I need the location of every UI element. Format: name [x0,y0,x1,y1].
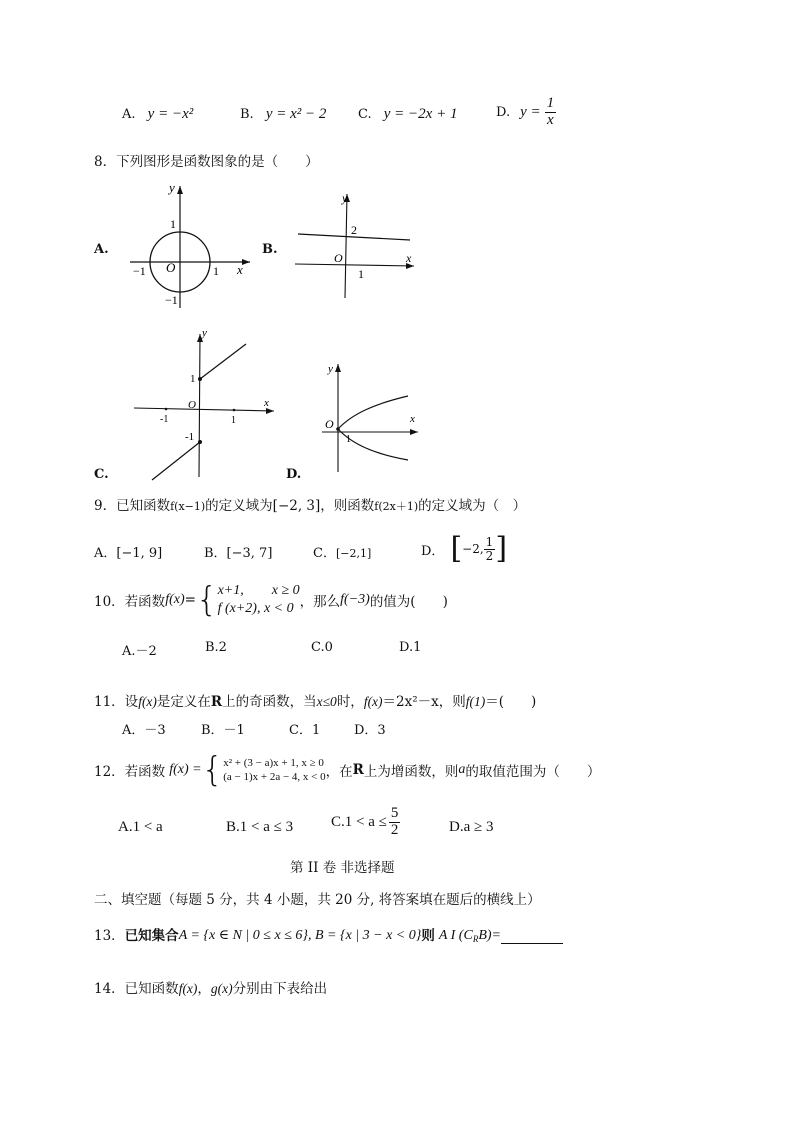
q13-sets: A = {x ∈ N | 0 ≤ x ≤ 6}, B = {x | 3 − x < 0} [178,928,422,943]
q11-stem [94,690,536,710]
graph-a-tick-neg1-left: −1 [133,264,146,278]
part2-heading: 二、填空题（每题 5 分，共 4 小题，共 20 分, 将答案填在题后的横线上） [94,892,541,908]
q11-stem-c: 上的奇函数，当 [222,694,317,710]
q7-option-d-lhs: y = [520,103,541,120]
q7-option-c-label: C. [358,107,372,122]
q14-f: f(x) [178,981,198,996]
q8-graph-c [130,322,280,484]
q13-stem [94,924,563,944]
q7-option-d-label: D. [496,104,511,120]
q12-option-c-num: 5 [390,805,399,821]
q7-option-b-label: B. [240,107,254,122]
q10-stem: 10．若函数 f(x) = { x+1, x ≥ 0 f (x+2), x < 0 ，那么 f(−3) 的值为( ) [94,580,448,621]
q7-options [122,106,193,123]
q9-option-c-label: C． [313,546,336,561]
q11-option-d: D．3 [354,723,386,738]
q9-option-d-num: 1 [485,534,494,549]
q12-option-b: B.1 < a ≤ 3 [226,819,294,835]
q10-option-a: A.－2 [122,644,157,659]
graph-b-tick-1: 1 [358,267,364,281]
q10-stem-a: 10．若函数 [94,594,166,611]
graph-a-y-label: y [169,180,175,195]
q13-expr: A I (C [438,928,473,943]
q8-label-c: C. [94,467,109,482]
section-title: 第 II 卷 非选择题 [290,860,395,876]
q11-f1: f(1) [465,694,486,709]
graph-c-tick-neg1-bottom: -1 [185,431,195,443]
q14-stem [94,977,327,997]
q13-bold2: 则 [421,928,435,944]
q9-option-d-label: D． [421,543,445,559]
q10-option-b: B.2 [205,640,227,655]
q12-R: R [352,762,364,778]
q9-option-a: A．[−1, 9] [94,546,163,561]
q12-fx: f(x) = [169,762,202,777]
q9-option-d-den: 2 [485,548,494,563]
q7-option-d-den: x [547,111,554,128]
q10-piecewise [218,582,300,618]
q7-option-b-expr: y = x² − 2 [265,106,327,122]
q9-option-d: D． [ −2, $\frac{1}{2}$ ] [421,531,508,566]
q14-stem-b: 分别由下表给出 [232,981,328,997]
q10-option-c: C.0 [311,640,333,655]
q12-option-c [331,806,400,839]
graph-d-tick-1: 1 [346,434,351,445]
q11-cond: x≤0 [316,694,337,709]
q12-stem-c: 上为增函数，则 [363,764,459,780]
q9-f1: f(x−1) [170,500,206,513]
q10-option-d: D.1 [399,640,422,655]
q14-g: g(x) [210,981,233,996]
q8-graph-b [290,186,418,302]
q13-num: 13． [94,928,125,944]
graph-c-tick-neg1-left: -1 [160,414,169,425]
graph-b-y-label: y [342,191,348,205]
graph-a-tick-1-right: 1 [213,264,219,278]
graph-a-origin: O [166,260,176,275]
q10-stem-b: ，那么 [299,594,341,611]
graph-c-y-label: y [202,327,207,339]
graph-a-tick-1-top: 1 [170,217,176,231]
graph-a-tick-neg1-bottom: −1 [165,293,178,307]
q9-option-b: B．[−3, 7] [204,546,273,561]
q11-fx: f(x) [138,694,157,709]
q8-graph-d [318,356,422,476]
q9-option-d-left: −2, [462,542,484,556]
q9-option-c-value: [−2,1] [335,547,372,560]
q11-option-a: A．－3 [122,723,166,738]
q13-expr2: B)= [478,928,501,943]
q12-option-c-pre: C.1 < a ≤ [331,813,387,830]
q7-option-c-expr: y = −2x + 1 [383,106,458,122]
q8-label-d: D. [286,467,302,482]
q11-option-b: B．－1 [201,723,245,738]
q11-stem-d: 时， [336,694,364,710]
q8-graph-a [125,180,255,312]
q10-case1: x+1, x ≥ 0 [217,583,300,598]
q8-label-b: B. [262,242,278,257]
q7-option-d-fraction [545,96,557,129]
q9-f2: f(2x＋1) [374,500,419,513]
q10-fx: f(x) [165,592,185,608]
q12-stem-a: 12．若函数 [94,764,166,780]
q10-case2: f (x+2), x < 0 [217,601,294,617]
q10-f-neg3: f(−3) [340,592,370,608]
q12-stem: 12．若函数 f(x) = { x² + (3 − a)x + 1, x ≥ 0 (a − 1)x + 2a − 4, x < 0 ，在 R 上为增函数，则 a 的取值范围为（ ） [94,750,601,790]
q10-stem-c: 的值为( ) [369,594,448,611]
q13-answer-blank[interactable] [501,930,563,944]
q14-sep: ， [197,981,211,997]
graph-c-tick-1-right: 1 [231,415,236,426]
q12-option-c-fraction [389,806,401,839]
q9-stem-c: 的定义域为（ ） [418,498,527,514]
q9-stem-b: 的定义域为[−2, 3]，则函数 [205,498,375,514]
q11-stem-b: 是定义在 [156,694,211,710]
q11-fx2: f(x) [363,694,383,709]
graph-b-origin: O [334,251,343,265]
q12-option-d: D.a ≥ 3 [449,819,494,835]
q12-case1: x² + (3 − a)x + 1, x ≥ 0 [223,756,324,769]
graph-a-x-label: x [237,262,243,277]
q12-a-var: a [458,762,466,777]
q12-option-a: A.1 < a [118,819,163,835]
graph-b-x-label: x [406,251,412,265]
q11-stem-a: 11．设 [94,694,139,710]
q11-stem-f: ＝( ) [485,694,537,710]
q13-sub: R [472,934,479,944]
q11-R: R [210,694,223,710]
q7-option-a-label: A. [122,107,136,122]
q7-option-d-num: 1 [546,95,555,111]
graph-d-origin: O [325,417,334,431]
q12-stem-b: ，在 [325,764,353,780]
q9-stem-a: 9．已知函数 [94,498,171,514]
graph-b-tick-2: 2 [351,223,357,237]
q12-case2: (a − 1)x + 2a − 4, x < 0 [223,771,326,783]
q8-label-a: A. [94,242,109,257]
graph-d-y-label: y [328,363,333,375]
q13-bold1: 已知集合 [124,928,179,944]
q9-option-d-fraction [484,536,496,562]
q10-eq: = [184,592,196,609]
graph-c-origin: O [188,399,196,411]
q14-stem-a: 14．已知函数 [94,981,179,997]
q12-piecewise [223,756,325,785]
q12-option-c-den: 2 [390,821,399,838]
q7-option-a-expr: y = −x² [147,106,194,122]
q8-stem: 8．下列图形是函数图象的是（ ） [94,154,319,170]
q12-stem-d: 的取值范围为（ ） [465,764,601,780]
graph-c-x-label: x [264,397,269,409]
q11-option-c: C．1 [289,723,321,738]
graph-d-x-label: x [410,413,415,425]
graph-c-tick-1-top: 1 [190,373,196,385]
q11-stem-e: ＝2x²－x，则 [382,694,466,710]
q9-stem [94,494,526,514]
